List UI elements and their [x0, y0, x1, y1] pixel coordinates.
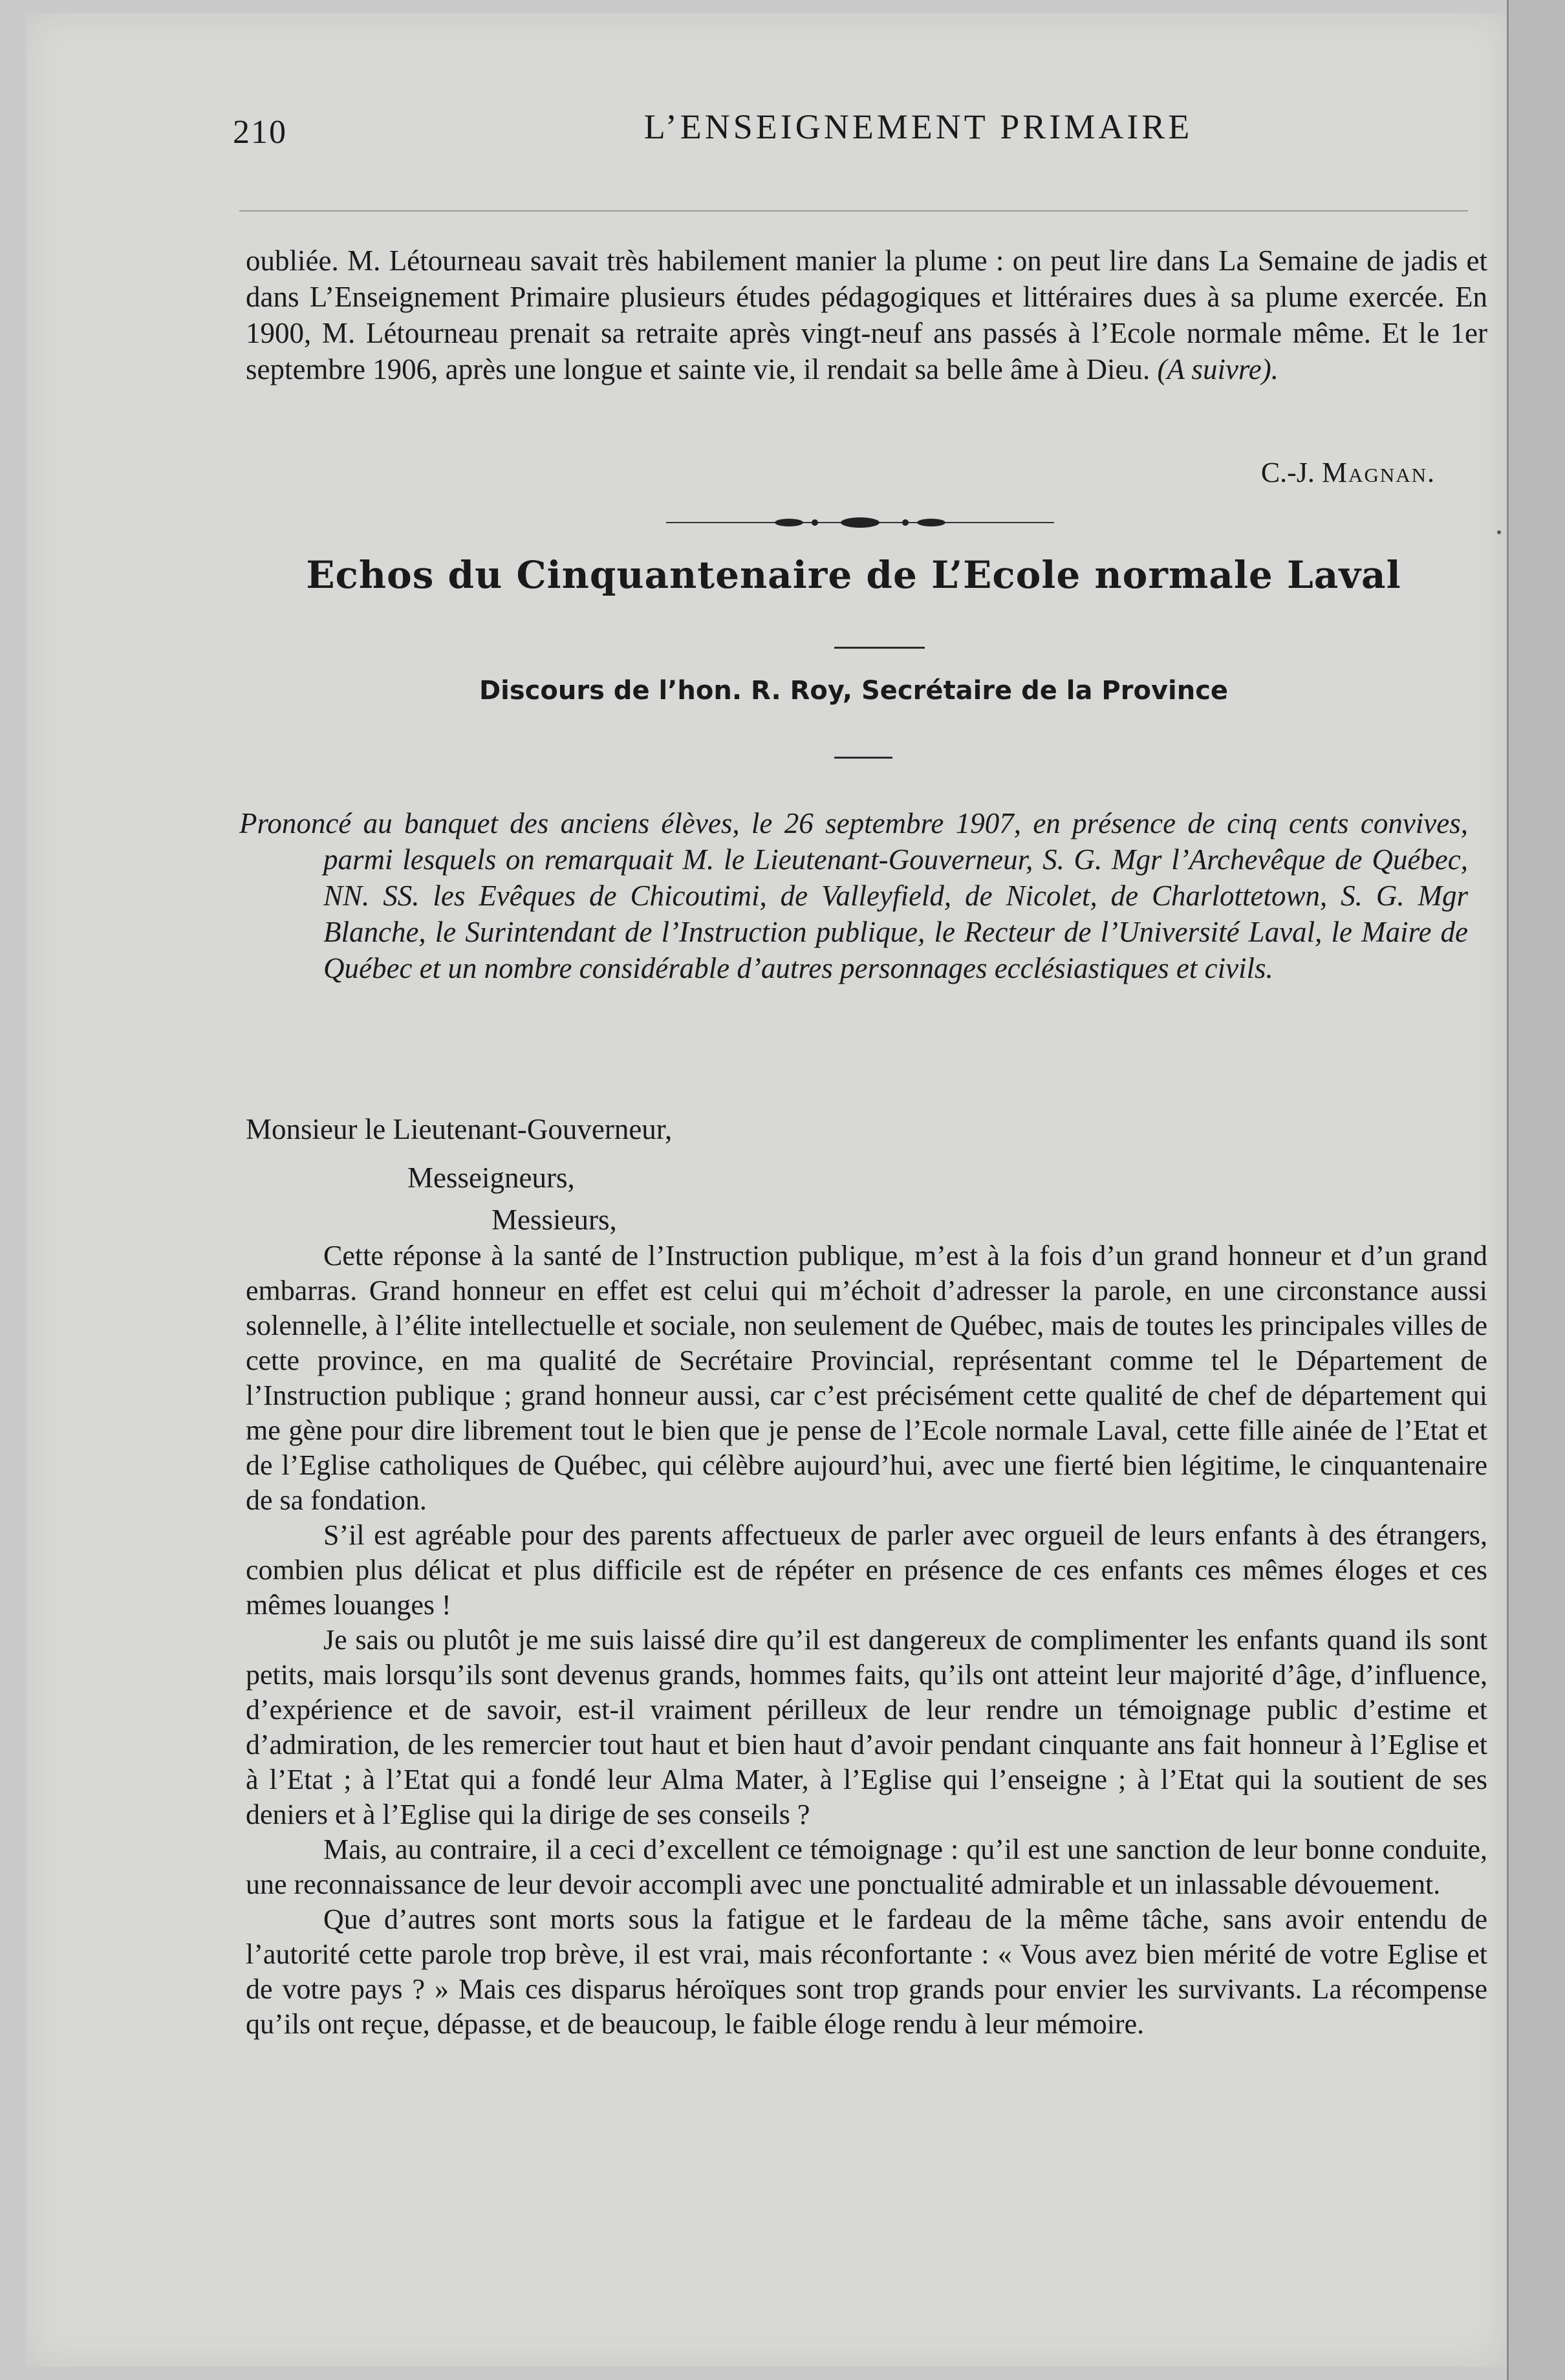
salutation-line-1: Monsieur le Lieutenant-Gouverneur,: [246, 1113, 673, 1145]
salutation-line-2: Messeigneurs,: [407, 1162, 575, 1194]
signature-initials: C.-J.: [1260, 457, 1315, 488]
ornament-leaf-right: [917, 519, 945, 526]
speech-paragraph-3: Je sais ou plutôt je me suis laissé dire qu’il est dangereux de complimenter les enfants quand ils sont petits, mais lorsqu’ils sont devenus grands, hommes faits, qu’ils ont atteint leur majorité d’âge, d’influence, d’expérience et de savoir, est-il vraiment périlleux de leur rendre un témoignage public d’estime et d’admiration, de les remercier tout haut et bien haut d’avoir pendant cinquante ans fait honneur à l’Eglise et à l’Etat ; à l’Etat qui a fondé leur Alma Mater, à l’Eglise qui l’enseigne ; à l’Etat qui la soutient de ses deniers et à l’Eglise qui la dirige de ses conseils ?: [246, 1624, 1487, 1830]
subtitle-rule: [834, 757, 892, 759]
ornament-dot-right: [902, 519, 909, 526]
running-head: L’ENSEIGNEMENT PRIMAIRE: [643, 107, 1193, 146]
page-edge: [1507, 0, 1565, 2380]
gutter-mark: [1497, 530, 1501, 534]
to-be-continued: (A suivre).: [1157, 353, 1279, 385]
signature-name: Magnan.: [1321, 457, 1436, 488]
ornament-leaf-left: [775, 519, 803, 526]
ornament-dot-left: [812, 519, 818, 526]
speech-paragraph-4: Mais, au contraire, il a ceci d’excellent ce témoignage : qu’il est une sanction de leur bonne conduite, une reconnaissance de leur devoir accompli avec une ponctualité admirable et un inlassable dévouement.: [246, 1834, 1487, 1900]
article-intro: [239, 805, 1468, 986]
ornament-divider: [666, 511, 1054, 534]
intro-rest: en présence de cinq cents convives, parmi lesquels on remarquait M. le Lieutenant-Gouverneur, S. G. Mgr l’Archevêque de Québec, NN. SS. les Evêques de Chicoutimi, de Valleyfield, de Nicolet, de Charlottetown, S. G. Mgr Blanche, le Surintendant de l’Instruction publique, le Recteur de l’Université Laval, le Maire de Québec et un nombre considérable d’autres personnages ecclésiastiques et civils.: [323, 807, 1469, 984]
continuation-text: [246, 243, 1487, 387]
article-title: Echos du Cinquantenaire de L’Ecole normale Laval: [306, 553, 1401, 597]
salutation-line-3: Messieurs,: [491, 1204, 617, 1236]
page-number: 210: [233, 114, 287, 151]
intro-lead: Prononcé au banquet des anciens élèves, le 26 septembre 1907,: [239, 807, 1021, 839]
page-header: [207, 107, 1468, 158]
article-subtitle: Discours de l’hon. R. Roy, Secrétaire de la Province: [479, 676, 1229, 706]
title-rule: [834, 647, 925, 649]
signature: [1099, 456, 1436, 489]
header-rule: [239, 210, 1468, 211]
speech-paragraph-1: Cette réponse à la santé de l’Instruction publique, m’est à la fois d’un grand honneur et d’un grand embarras. Grand honneur en effet est celui qui m’échoit d’adresser la parole, en une circonstance aussi solennelle, à l’élite intellectuelle et sociale, non seulement de Québec, mais de toutes les principales villes de cette province, en ma qualité de Secrétaire Provincial, représentant comme tel le Département de l’Instruction publique ; grand honneur aussi, car c’est précisément cette qualité de chef de département qui me gène pour dire librement tout le bien que je pense de l’Ecole normale Laval, cette fille ainée de l’Etat et de l’Eglise catholiques de Québec, qui célèbre aujourd’hui, avec une fierté bien légitime, le cinquantenaire de sa fondation.: [246, 1240, 1487, 1516]
speech-paragraph-5: Que d’autres sont morts sous la fatigue et le fardeau de la même tâche, sans avoir entendu de l’autorité cette parole trop brève, il est vrai, mais réconfortante : « Vous avez bien mérité de votre Eglise et de votre pays ? » Mais ces disparus héroïques sont trop grands pour envier les survivants. La récompense qu’ils ont reçue, dépasse, et de beaucoup, le faible éloge rendu à leur mémoire.: [246, 1903, 1487, 2040]
continuation-body: oubliée. M. Létourneau savait très habilement manier la plume : on peut lire dans La Semaine de jadis et dans L’Enseignement Primaire plusieurs études pédagogiques et littéraires dues à sa plume exercée. En 1900, M. Létourneau prenait sa retraite après vingt-neuf ans passés à l’Ecole normale même. Et le 1er septembre 1906, après une longue et sainte vie, il rendait sa belle âme à Dieu.: [246, 244, 1487, 385]
ornament-center: [841, 517, 880, 528]
continuation-paragraph: [246, 243, 1487, 387]
speech-paragraph-2: S’il est agréable pour des parents affectueux de parler avec orgueil de leurs enfants à des étrangers, combien plus délicat et plus difficile est de répéter en présence de ces enfants ces mêmes éloges et ces mêmes louanges !: [246, 1519, 1487, 1621]
speech-body: [246, 1239, 1487, 2042]
